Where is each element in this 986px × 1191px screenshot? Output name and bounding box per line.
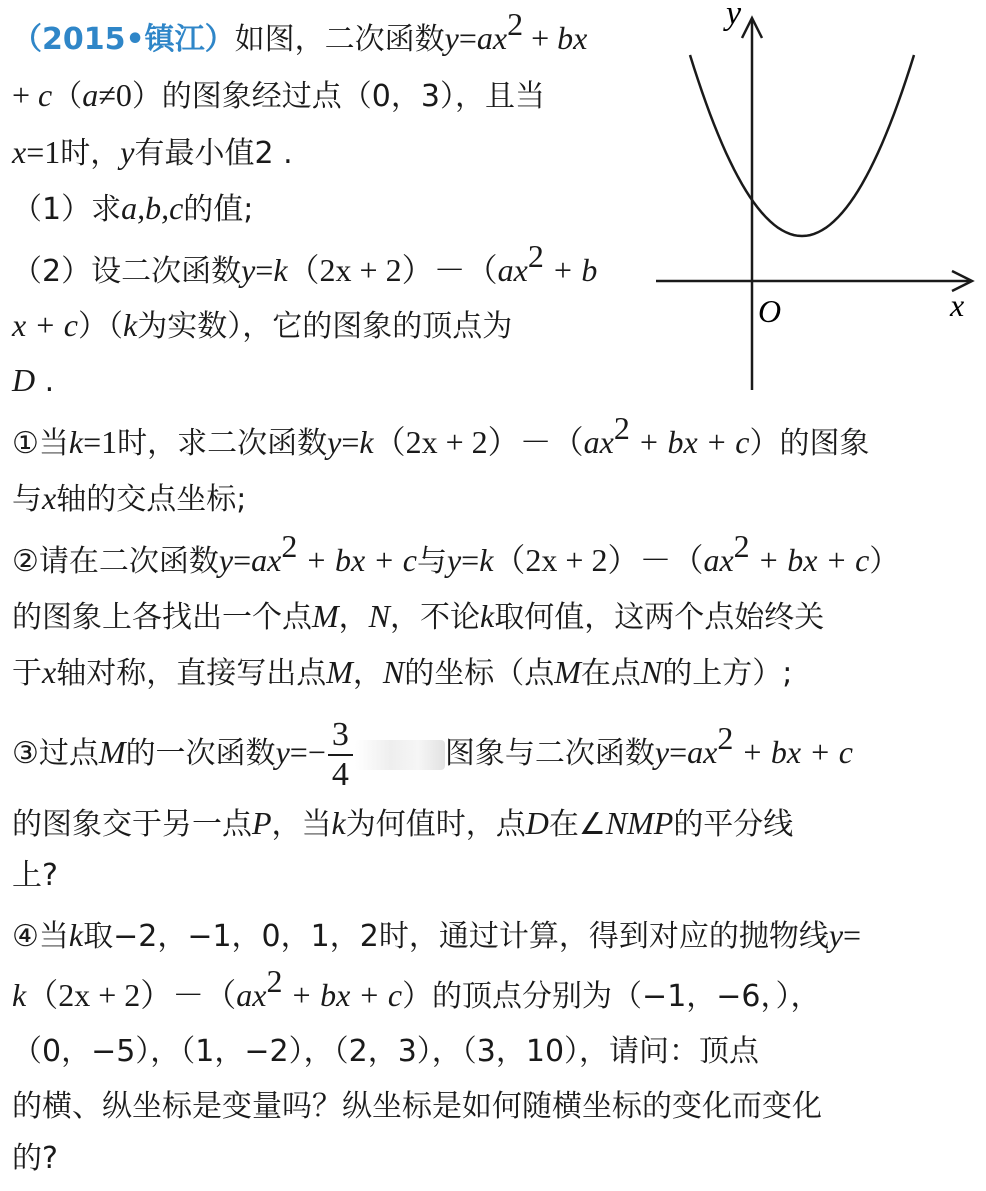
- text: 的?: [12, 1141, 58, 1176]
- text: 上?: [12, 858, 58, 893]
- num: 0: [115, 77, 132, 113]
- fraction-numerator: 3: [328, 716, 353, 756]
- var: y: [444, 20, 459, 56]
- text: ）（: [78, 309, 123, 344]
- expr: （2x + 2）－（: [26, 977, 237, 1013]
- var: bx: [557, 20, 588, 56]
- q4-line-4: [12, 1087, 822, 1127]
- parabola-curve: [690, 55, 914, 236]
- var: N: [382, 654, 405, 690]
- var: c: [38, 77, 53, 113]
- q4-line-2: [12, 963, 821, 1017]
- op: =: [458, 20, 477, 56]
- var: ax: [703, 542, 734, 578]
- text: 轴对称，直接写出点: [56, 656, 327, 691]
- var: y: [218, 542, 234, 578]
- var: y: [241, 252, 256, 288]
- part2-line-2: [12, 305, 652, 347]
- var: N: [640, 654, 663, 690]
- var: x: [42, 480, 57, 516]
- var: x: [12, 134, 27, 170]
- var: k: [273, 252, 288, 288]
- var: P: [252, 805, 272, 841]
- x-axis-label: x: [950, 287, 965, 323]
- text: （1）求: [12, 192, 122, 227]
- var: k: [480, 598, 495, 634]
- expr: + bx + c: [629, 424, 750, 460]
- op: =: [669, 734, 688, 770]
- var: ax: [236, 977, 267, 1013]
- text: 的一次函数: [125, 736, 276, 771]
- op: =: [843, 917, 862, 953]
- part1-line: [12, 188, 652, 230]
- var: k: [12, 977, 27, 1013]
- part2-line-3: [12, 360, 652, 402]
- fraction: [328, 716, 353, 794]
- exponent: 2: [281, 528, 298, 564]
- q3-line-2: [12, 803, 793, 845]
- text: ③过点: [12, 736, 99, 771]
- exponent: 2: [613, 410, 630, 446]
- exponent: 2: [266, 963, 283, 999]
- var: ax: [583, 424, 614, 460]
- var: M: [98, 734, 126, 770]
- text: ，当: [271, 807, 332, 842]
- text: 有最小值2 .: [134, 136, 293, 171]
- exponent: 2: [717, 720, 734, 756]
- origin-label: O: [758, 293, 782, 329]
- var: y: [120, 134, 135, 170]
- var: N: [368, 598, 390, 634]
- expr: + bx + c: [282, 977, 403, 1013]
- op: =: [255, 252, 274, 288]
- text: 的平分线: [673, 807, 794, 842]
- var: y: [275, 734, 290, 770]
- q4-line-1: [12, 915, 861, 957]
- expr: + bx + c: [749, 542, 870, 578]
- op: =: [233, 542, 252, 578]
- var: ax: [251, 542, 282, 578]
- expr: + bx + c: [733, 734, 853, 770]
- var: y: [446, 542, 462, 578]
- expr: x + c: [12, 307, 78, 343]
- part2-line-1: [12, 238, 652, 292]
- var: NMP: [605, 805, 674, 841]
- text: ②请在二次函数: [12, 544, 219, 579]
- exponent: 2: [507, 6, 524, 42]
- expr: + bx + c: [297, 542, 417, 578]
- text: （0，−5），（1，−2），（2，3），（3，10），请问：顶点: [12, 1034, 760, 1069]
- text: 轴的交点坐标;: [56, 482, 247, 517]
- text: 取−2，−1，0，1，2时，通过计算，得到对应的抛物线: [83, 919, 829, 954]
- q1-line-2: [12, 478, 246, 520]
- op: =: [341, 424, 360, 460]
- text: ）: [869, 544, 900, 579]
- text: 的图象交于另一点: [12, 807, 252, 842]
- text: 的横、纵坐标是变量吗？纵坐标是如何随横坐标的变化而变化: [12, 1089, 822, 1124]
- intro-line-2: [12, 75, 652, 117]
- q3-line-1: [12, 712, 853, 794]
- text: 时，求二次函数: [117, 426, 328, 461]
- text: 在∠: [548, 807, 606, 842]
- text: ①当: [12, 426, 69, 461]
- var: k: [331, 805, 346, 841]
- op: +: [523, 20, 558, 56]
- text: 为何值时，点: [345, 807, 526, 842]
- text: 的上方）;: [662, 656, 793, 691]
- var: a: [82, 77, 99, 113]
- var: y: [654, 734, 670, 770]
- var: D: [12, 362, 36, 398]
- text: ，: [338, 600, 369, 635]
- var: ax: [476, 20, 508, 56]
- var: M: [326, 654, 353, 690]
- text: 与: [416, 544, 447, 579]
- q4-line-5: [12, 1139, 58, 1179]
- text: 在点: [580, 656, 641, 691]
- var: D: [525, 805, 549, 841]
- intro-line-3: [12, 132, 652, 174]
- expr: + b: [543, 252, 598, 288]
- exponent: 2: [733, 528, 750, 564]
- text: 取何值，这两个点始终关: [494, 600, 825, 635]
- text: 与: [12, 482, 42, 517]
- text: 图象与二次函数: [444, 736, 655, 771]
- source-tag: （2015•镇江）: [12, 22, 235, 57]
- text: 于: [12, 656, 42, 691]
- text: ）的顶点分别为（−1，−6，），: [402, 979, 821, 1014]
- var: a,b,c: [121, 190, 184, 226]
- op: =1: [83, 424, 118, 460]
- parabola-graph: [650, 0, 986, 400]
- text: 的值;: [183, 192, 254, 227]
- expr: （2x + 2）－（: [373, 424, 584, 460]
- op: +: [12, 77, 39, 113]
- var: ax: [497, 252, 528, 288]
- text: .: [35, 364, 55, 399]
- var: ax: [687, 734, 718, 770]
- q2-line-1: [12, 528, 900, 582]
- fraction-denominator: 4: [331, 755, 349, 793]
- var: k: [359, 424, 374, 460]
- var: x: [42, 654, 57, 690]
- op: =1: [26, 134, 61, 170]
- text: 为实数），它的图象的顶点为: [137, 309, 513, 344]
- text: （2）设二次函数: [12, 254, 242, 289]
- text: （: [52, 79, 83, 114]
- op: =−: [289, 734, 326, 770]
- blurred-region: [355, 740, 445, 770]
- expr: （2x + 2）－（: [287, 252, 498, 288]
- q2-line-2: [12, 596, 824, 638]
- var: k: [68, 917, 84, 953]
- var: y: [327, 424, 342, 460]
- expr: （2x + 2）－（: [493, 542, 704, 578]
- text: 如图，二次函数: [234, 22, 445, 57]
- op: =: [461, 542, 480, 578]
- q2-line-3: [12, 652, 792, 694]
- var: k: [123, 307, 138, 343]
- text: 的坐标（点: [404, 656, 555, 691]
- var: M: [554, 654, 581, 690]
- text: ④当: [12, 919, 69, 954]
- var: k: [479, 542, 494, 578]
- text: ，: [352, 656, 383, 691]
- text: 时，: [60, 136, 121, 171]
- text: 的图象上各找出一个点: [12, 600, 312, 635]
- exponent: 2: [527, 238, 544, 274]
- text: ）的图象: [749, 426, 870, 461]
- text: ）的图象经过点（0，3），且当: [131, 79, 545, 114]
- q1-line-1: [12, 410, 870, 464]
- y-axis-label: y: [726, 0, 742, 32]
- var: k: [68, 424, 84, 460]
- var: M: [312, 598, 339, 634]
- var: y: [828, 917, 844, 953]
- text: ，不论: [390, 600, 480, 635]
- q3-line-3: [12, 856, 58, 896]
- op: ≠: [98, 77, 116, 113]
- intro-line-1: [12, 6, 652, 60]
- q4-line-3: [12, 1032, 759, 1072]
